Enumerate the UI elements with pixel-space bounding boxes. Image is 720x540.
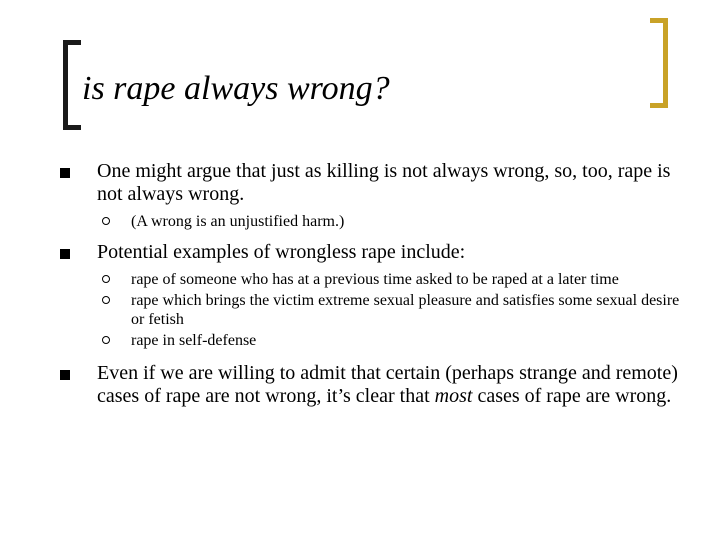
sub-bullet-text: rape which brings the victim extreme sexual pleasure and satisfies some sexual desire or fetish [131,292,680,328]
sub-bullet-list [97,212,685,231]
hollow-circle-bullet-icon [102,217,110,225]
filled-square-bullet-icon [60,168,70,178]
filled-square-bullet-icon [60,249,70,259]
bullet-item [60,362,685,408]
bullet-list [60,160,685,408]
bullet-text [97,362,685,408]
bullet-item [60,160,685,231]
bullet-text-emphasis: most [434,385,473,407]
slide-title: is rape always wrong? [82,70,390,107]
bullet-text-before: Even if we are willing to admit that certain (perhaps strange and remote) cases of rape are not wrong, it’s clear that [97,362,678,407]
sub-bullet-item [97,212,685,231]
bullet-item [60,241,685,350]
sub-bullet-list [97,270,685,350]
sub-bullet-item [97,331,685,350]
sub-bullet-text: (A wrong is an unjustified harm.) [131,213,345,230]
bullet-text: Potential examples of wrongless rape include: [97,241,466,263]
sub-bullet-item [97,291,685,329]
hollow-circle-bullet-icon [102,296,110,304]
hollow-circle-bullet-icon [102,336,110,344]
sub-bullet-text: rape in self-defense [131,332,257,349]
sub-bullet-text: rape of someone who has at a previous time asked to be raped at a later time [131,271,619,288]
hollow-circle-bullet-icon [102,275,110,283]
sub-bullet-item [97,270,685,289]
filled-square-bullet-icon [60,370,70,380]
bullet-text: One might argue that just as killing is not always wrong, so, too, rape is not always wrong. [97,160,671,205]
bullet-text-after: cases of rape are wrong. [472,385,672,407]
left-square-bracket-icon [63,40,81,130]
right-square-bracket-icon [650,18,668,108]
